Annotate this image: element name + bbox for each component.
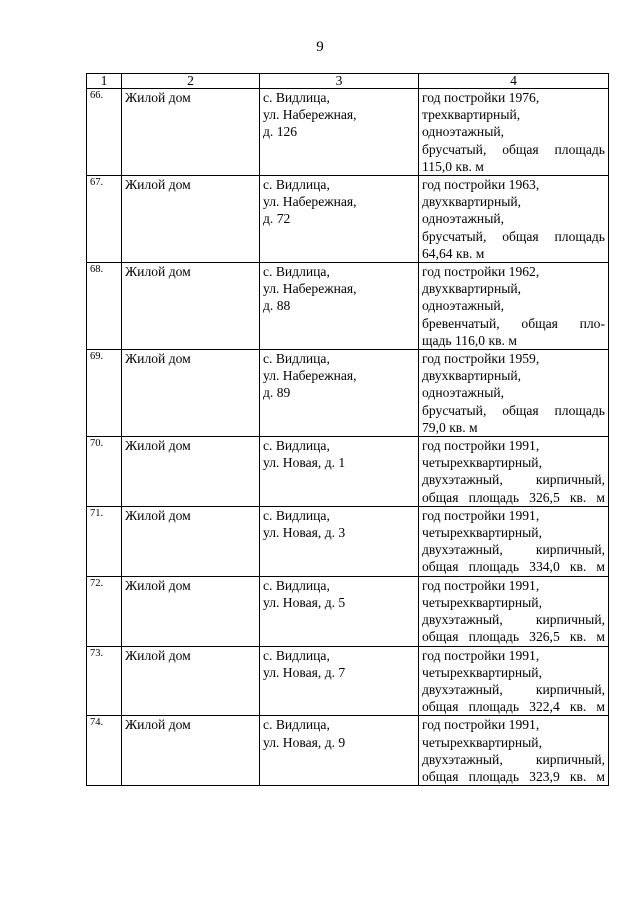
table-row <box>87 263 609 350</box>
description-line: год постройки 1963, <box>422 177 540 193</box>
column-header-4: 4 <box>419 74 609 89</box>
object-type: Жилой дом <box>122 89 260 176</box>
description-line: четырехквартирный, <box>422 734 542 750</box>
address-line: с. Видлица, <box>263 351 330 367</box>
address-line: с. Видлица, <box>263 90 330 105</box>
object-type: Жилой дом <box>122 646 260 716</box>
description-line: двухэтажный, кирпичный, <box>422 542 605 558</box>
description-line: 64,64 кв. м <box>422 245 485 261</box>
description-line: год постройки 1991, <box>422 577 540 593</box>
table-body <box>87 89 609 786</box>
address-line: ул. Новая, д. 5 <box>263 594 346 610</box>
address-cell <box>260 89 419 176</box>
description-cell <box>419 350 609 437</box>
description-line: двухэтажный, кирпичный, <box>422 612 605 628</box>
description-line: год постройки 1991, <box>422 717 540 733</box>
column-header-3: 3 <box>260 74 419 89</box>
description-line: год постройки 1991, <box>422 507 540 523</box>
description-line: год постройки 1959, <box>422 351 540 367</box>
description-line: четырехквартирный, <box>422 594 542 610</box>
description-line: брусчатый, общая площадь <box>422 402 605 418</box>
description-line: бревенчатый, общая пло- <box>422 315 605 331</box>
address-line: с. Видлица, <box>263 264 330 280</box>
description-cell <box>419 506 609 576</box>
row-number: 72. <box>87 576 122 646</box>
description-cell <box>419 437 609 507</box>
description-line: четырехквартирный, <box>422 664 542 680</box>
address-line: с. Видлица, <box>263 507 330 523</box>
object-type: Жилой дом <box>122 437 260 507</box>
table-row <box>87 350 609 437</box>
description-line: год постройки 1976, <box>422 90 540 105</box>
description-line: двухэтажный, кирпичный, <box>422 681 605 697</box>
address-line: д. 72 <box>263 211 291 227</box>
description-cell <box>419 716 609 786</box>
description-cell <box>419 576 609 646</box>
table-row <box>87 437 609 507</box>
description-line: год постройки 1962, <box>422 264 540 280</box>
column-header-2: 2 <box>122 74 260 89</box>
description-line: двухквартирный, <box>422 281 522 297</box>
description-line: 115,0 кв. м <box>422 158 484 174</box>
table-row <box>87 176 609 263</box>
description-line: 79,0 кв. м <box>422 419 478 435</box>
row-number: 68. <box>87 263 122 350</box>
description-line: одноэтажный, <box>422 124 505 140</box>
address-line: ул. Новая, д. 3 <box>263 525 346 541</box>
description-cell <box>419 89 609 176</box>
description-line: трехквартирный, <box>422 107 521 123</box>
address-cell <box>260 716 419 786</box>
description-line: двухэтажный, кирпичный, <box>422 751 605 767</box>
address-line: ул. Набережная, <box>263 368 357 384</box>
page-number: 9 <box>316 39 324 55</box>
description-line: общая площадь 326,5 кв. м <box>422 629 605 645</box>
address-line: с. Видлица, <box>263 177 330 193</box>
description-line: одноэтажный, <box>422 211 505 227</box>
address-line: д. 89 <box>263 385 291 401</box>
address-line: с. Видлица, <box>263 647 330 663</box>
property-table <box>86 73 609 786</box>
address-line: ул. Набережная, <box>263 281 357 297</box>
object-type: Жилой дом <box>122 506 260 576</box>
address-line: ул. Новая, д. 7 <box>263 664 346 680</box>
row-number: 69. <box>87 350 122 437</box>
row-number: 73. <box>87 646 122 716</box>
table-row <box>87 716 609 786</box>
address-cell <box>260 263 419 350</box>
row-number: 67. <box>87 176 122 263</box>
object-type: Жилой дом <box>122 350 260 437</box>
address-line: д. 88 <box>263 298 291 314</box>
description-line: брусчатый, общая площадь <box>422 141 605 157</box>
address-cell <box>260 506 419 576</box>
table-row <box>87 576 609 646</box>
object-type: Жилой дом <box>122 176 260 263</box>
description-line: общая площадь 334,0 кв. м <box>422 559 605 575</box>
description-line: общая площадь 323,9 кв. м <box>422 768 605 784</box>
description-line: год постройки 1991, <box>422 647 540 663</box>
description-line: год постройки 1991, <box>422 438 540 454</box>
address-line: ул. Новая, д. 1 <box>263 455 346 471</box>
address-cell <box>260 176 419 263</box>
row-number: 66. <box>87 89 122 176</box>
description-line: общая площадь 322,4 кв. м <box>422 699 605 715</box>
address-line: с. Видлица, <box>263 577 330 593</box>
description-line: одноэтажный, <box>422 298 505 314</box>
address-line: ул. Новая, д. 9 <box>263 734 346 750</box>
object-type: Жилой дом <box>122 576 260 646</box>
description-line: брусчатый, общая площадь <box>422 228 605 244</box>
description-line: двухквартирный, <box>422 368 522 384</box>
description-cell <box>419 176 609 263</box>
table-row <box>87 89 609 176</box>
description-line: общая площадь 326,5 кв. м <box>422 489 605 505</box>
address-cell <box>260 576 419 646</box>
address-cell <box>260 437 419 507</box>
address-line: д. 126 <box>263 124 298 140</box>
address-line: ул. Набережная, <box>263 194 357 210</box>
address-line: с. Видлица, <box>263 717 330 733</box>
header-row <box>87 74 609 89</box>
row-number: 70. <box>87 437 122 507</box>
description-cell <box>419 646 609 716</box>
description-line: одноэтажный, <box>422 385 505 401</box>
description-line: четырехквартирный, <box>422 525 542 541</box>
table-row <box>87 506 609 576</box>
object-type: Жилой дом <box>122 263 260 350</box>
address-line: ул. Набережная, <box>263 107 357 123</box>
description-line: двухквартирный, <box>422 194 522 210</box>
description-line: четырехквартирный, <box>422 455 542 471</box>
description-cell <box>419 263 609 350</box>
row-number: 74. <box>87 716 122 786</box>
column-header-1: 1 <box>87 74 122 89</box>
table-row <box>87 646 609 716</box>
row-number: 71. <box>87 506 122 576</box>
address-line: с. Видлица, <box>263 438 330 454</box>
description-line: двухэтажный, кирпичный, <box>422 472 605 488</box>
object-type: Жилой дом <box>122 716 260 786</box>
description-line: щадь 116,0 кв. м <box>422 332 517 348</box>
address-cell <box>260 350 419 437</box>
address-cell <box>260 646 419 716</box>
